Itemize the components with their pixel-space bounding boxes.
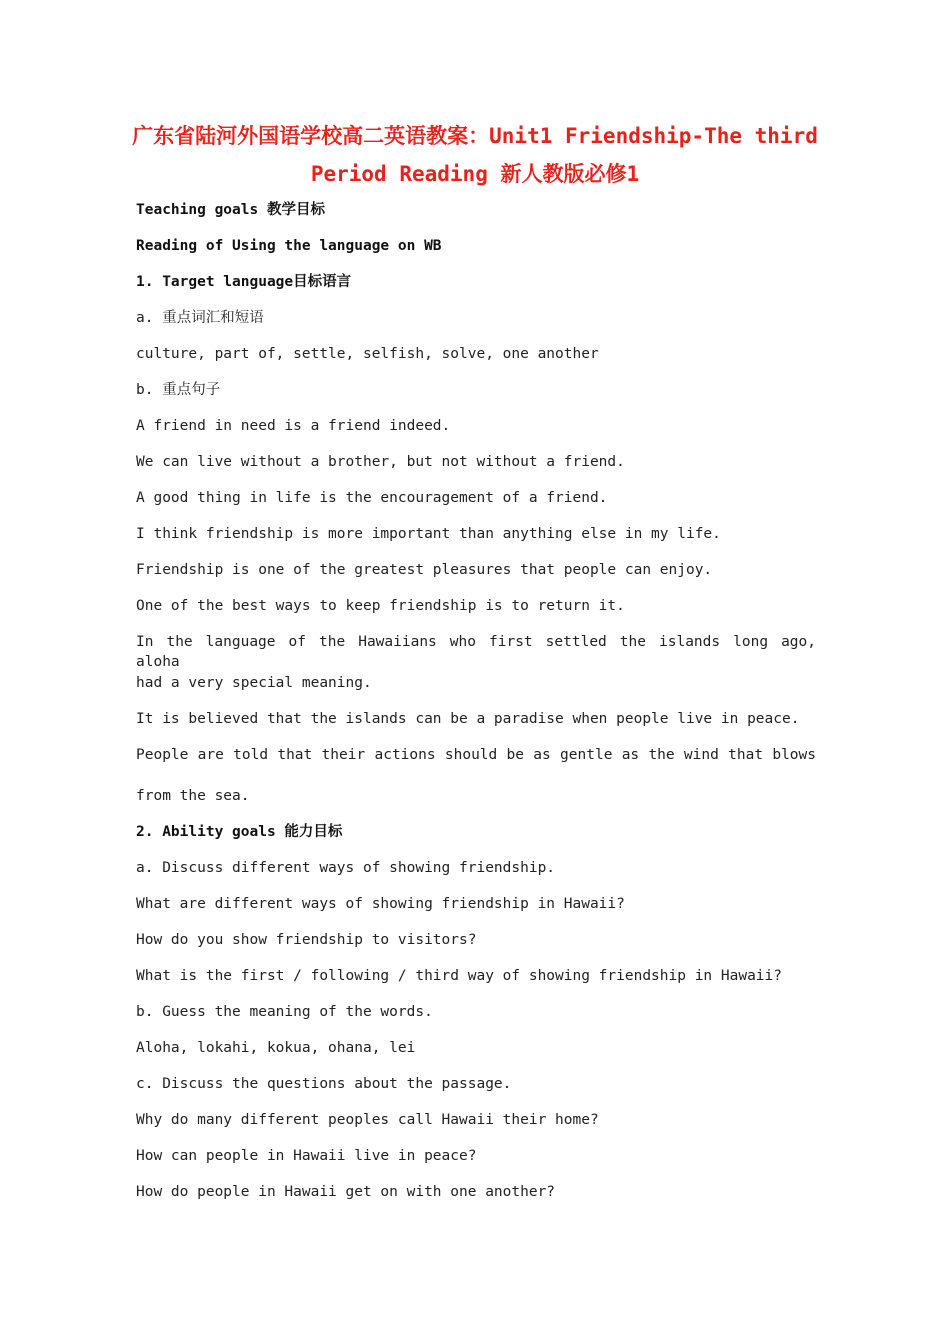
text-line: It is believed that the islands can be a paradise when people live in peace. — [136, 711, 800, 727]
text-line: One of the best ways to keep friendship is to return it. — [136, 598, 625, 614]
text-line: We can live without a brother, but not without a friend. — [136, 454, 625, 470]
text-line: Why do many different peoples call Hawaii their home? — [136, 1112, 599, 1128]
text-line: People are told that their actions should be as gentle as the wind that blows — [136, 747, 816, 763]
text-line: I think friendship is more important than anything else in my life. — [136, 526, 721, 542]
text-line: What are different ways of showing friendship in Hawaii? — [136, 896, 625, 912]
text-line: Aloha, lokahi, kokua, ohana, lei — [136, 1040, 416, 1056]
section-heading: Teaching goals 教学目标 — [136, 202, 325, 218]
text-line: How do you show friendship to visitors? — [136, 932, 477, 948]
text-line: A good thing in life is the encouragement of a friend. — [136, 490, 608, 506]
text-line: a. Discuss different ways of showing friendship. — [136, 860, 556, 876]
text-line: had a very special meaning. — [136, 675, 372, 691]
text-line: a. 重点词汇和短语 — [136, 310, 264, 326]
text-line: c. Discuss the questions about the passage. — [136, 1076, 512, 1092]
section-heading: 1. Target language目标语言 — [136, 274, 352, 290]
text-line: from the sea. — [136, 788, 250, 804]
text-line: Friendship is one of the greatest pleasures that people can enjoy. — [136, 562, 713, 578]
document-title-line-2: Period Reading 新人教版必修1 — [310, 162, 640, 186]
text-line: How can people in Hawaii live in peace? — [136, 1148, 477, 1164]
text-line: b. Guess the meaning of the words. — [136, 1004, 433, 1020]
section-heading: 2. Ability goals 能力目标 — [136, 824, 343, 840]
section-heading: Reading of Using the language on WB — [136, 238, 442, 254]
text-line: What is the first / following / third way of showing friendship in Hawaii? — [136, 968, 783, 984]
text-line: culture, part of, settle, selfish, solve, one another — [136, 346, 599, 362]
text-line: b. 重点句子 — [136, 382, 221, 398]
text-line: How do people in Hawaii get on with one another? — [136, 1184, 556, 1200]
text-line: A friend in need is a friend indeed. — [136, 418, 451, 434]
text-line: In the language of the Hawaiians who first settled the islands long ago, aloha — [136, 634, 816, 670]
document-title-line-1: 广东省陆河外国语学校高二英语教案：Unit1 Friendship-The third — [132, 124, 818, 148]
